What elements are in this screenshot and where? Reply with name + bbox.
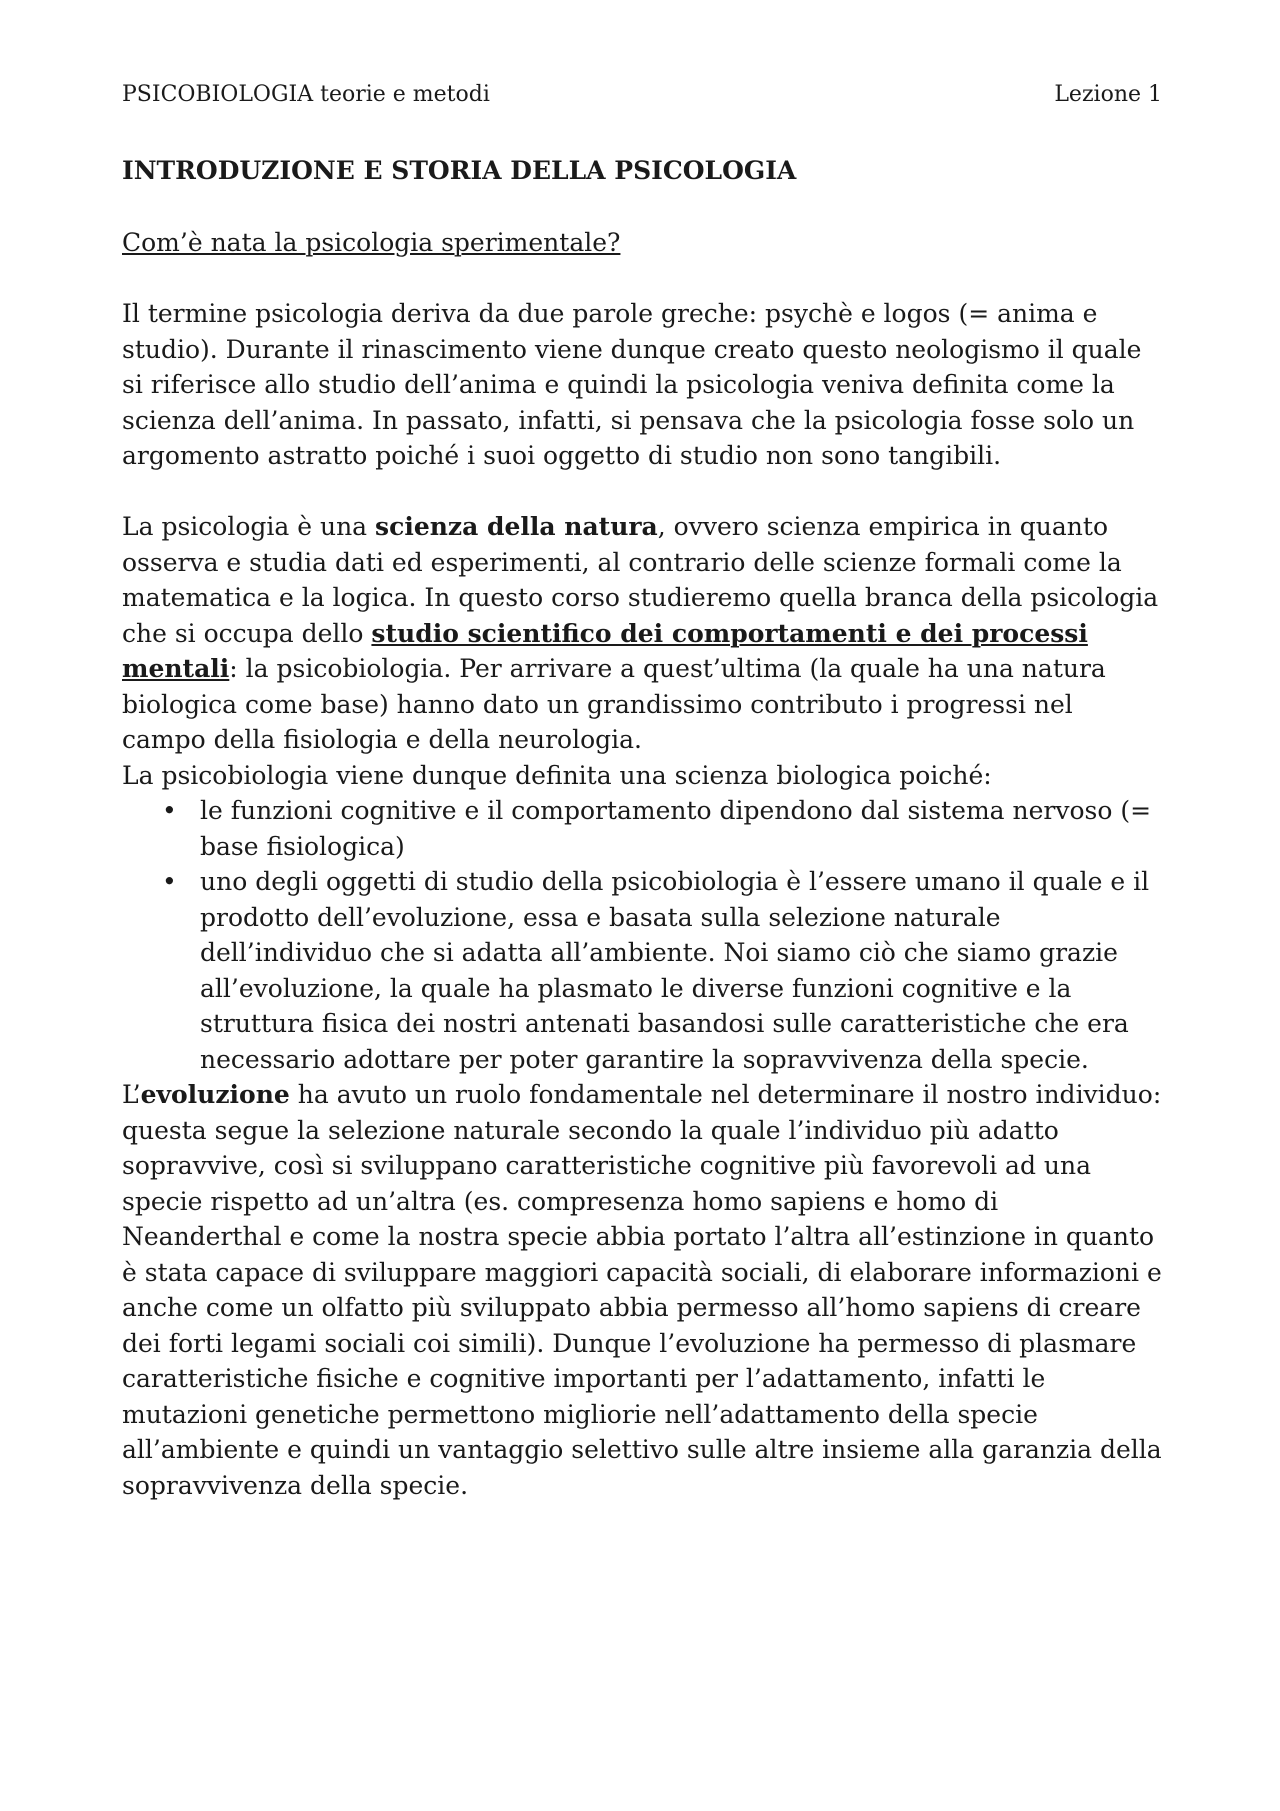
list-item-text: le funzioni cognitive e il comportamento dipendono dal sistema nervoso (= base fisiologica) bbox=[200, 796, 1152, 861]
bullet-list bbox=[122, 793, 1162, 1077]
paragraph-text: L’ bbox=[122, 1080, 141, 1109]
section-subtitle: Com’è nata la psicologia sperimentale? bbox=[122, 227, 621, 257]
page-header bbox=[122, 80, 1162, 110]
list-item bbox=[122, 793, 1162, 864]
paragraph-text: La psicologia è una bbox=[122, 512, 376, 541]
document-body bbox=[122, 153, 1162, 1503]
header-course-title: PSICOBIOLOGIA teorie e metodi bbox=[122, 82, 490, 107]
paragraph-natural-science bbox=[122, 509, 1162, 758]
bullet-marker: • bbox=[162, 796, 177, 825]
list-item bbox=[122, 864, 1162, 1077]
bold-underline-term-scientific-study: studio scientifico dei comportamenti e dei processi mentali bbox=[122, 618, 1088, 683]
bold-term-natural-science: scienza della natura bbox=[375, 512, 658, 541]
paragraph-text: ha avuto un ruolo fondamentale nel determinare il nostro individuo: questa segue la selezione naturale secondo la quale l’individuo più adatto sopravvive, così si sviluppano caratteristiche cognitive più favorevoli ad una specie rispetto ad un’altra (es. compresenza homo sapiens e homo di Neanderthal e come la nostra specie abbia portato l’altra all’estinzione in quanto è stata capace di sviluppare maggiori capacità sociali, di elaborare informazioni e anche come un olfatto più sviluppato abbia permesso all’homo sapiens di creare dei forti legami sociali coi simili). Dunque l’evoluzione ha permesso di plasmare caratteristiche fisiche e cognitive importanti per l’adattamento, infatti le mutazioni genetiche permettono migliorie nell’adattamento della specie all’ambiente e quindi un vantaggio selettivo sulle altre insieme alla garanzia della sopravvivenza della specie. bbox=[122, 1080, 1162, 1500]
list-item-text: uno degli oggetti di studio della psicobiologia è l’essere umano il quale e il prodotto dell’evoluzione, essa e basata sulla selezione naturale dell’individuo che si adatta all’ambiente. Noi siamo ciò che siamo grazie all’evoluzione, la quale ha plasmato le diverse funzioni cognitive e la struttura fisica dei nostri antenati basandosi sulle caratteristiche che era necessario adottare per poter garantire la sopravvivenza della specie. bbox=[200, 867, 1150, 1074]
document-title: INTRODUZIONE E STORIA DELLA PSICOLOGIA bbox=[122, 156, 797, 185]
bullet-marker: • bbox=[162, 867, 177, 896]
bold-term-evolution: evoluzione bbox=[140, 1080, 290, 1109]
paragraph-text: : la psicobiologia. Per arrivare a quest’ultima (la quale ha una natura biologica come base) hanno dato un grandissimo contributo i progressi nel campo della fisiologia e della neurologia. bbox=[122, 654, 1106, 754]
header-lesson-number: Lezione 1 bbox=[1054, 82, 1162, 107]
paragraph-etymology: Il termine psicologia deriva da due parole greche: psychè e logos (= anima e studio). Durante il rinascimento viene dunque creato questo neologismo il quale si riferisce allo studio dell’anima e quindi la psicologia veniva definita come la scienza dell’anima. In passato, infatti, si pensava che la psicologia fosse solo un argomento astratto poiché i suoi oggetto di studio non sono tangibili. bbox=[122, 299, 1142, 470]
paragraph-biological-science: La psicobiologia viene dunque definita una scienza biologica poiché: bbox=[122, 760, 992, 790]
document-page bbox=[122, 0, 1162, 1811]
paragraph-text: , ovvero scienza empirica in quanto osserva e studia dati ed esperimenti, al contrario delle scienze formali come la matematica e la logica. In questo corso studieremo quella branca della psicologia che si occupa dello bbox=[122, 512, 1159, 648]
paragraph-evolution bbox=[122, 1077, 1162, 1503]
